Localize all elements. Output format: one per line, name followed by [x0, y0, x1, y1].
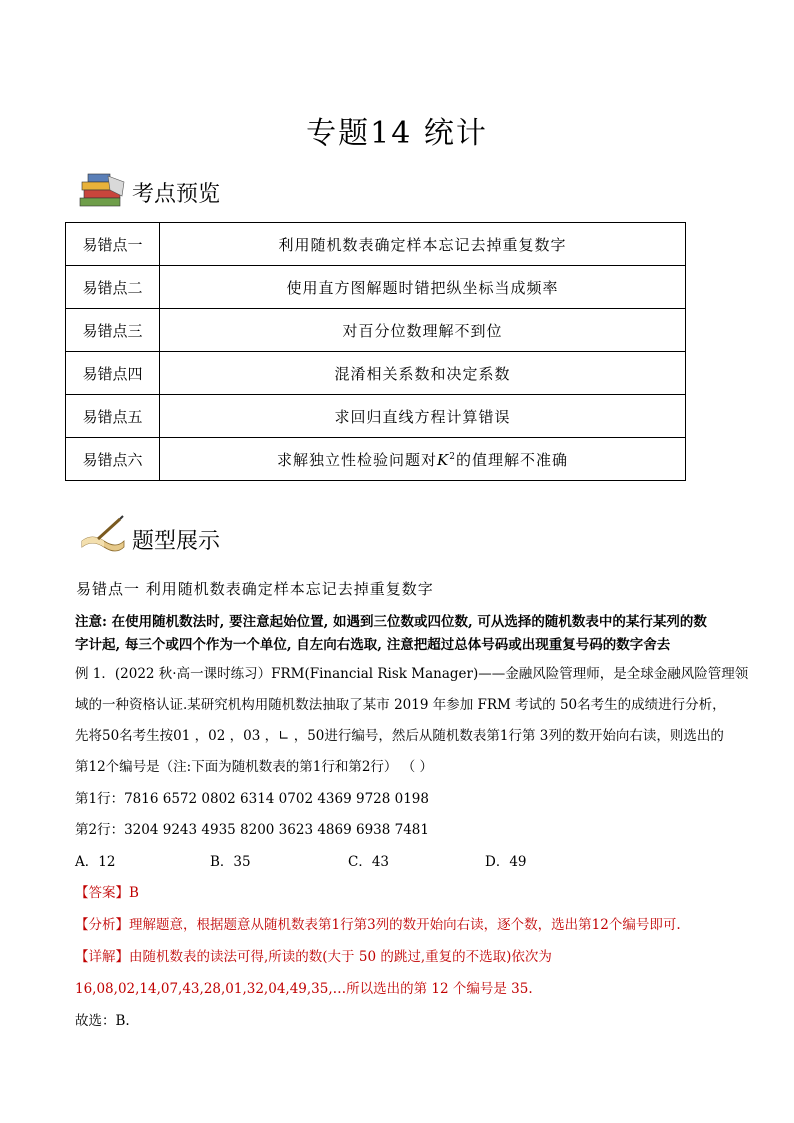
option-c: C．43	[348, 854, 390, 870]
overview-heading	[78, 172, 220, 208]
table-key: 易错点二	[66, 266, 160, 309]
example-line-3: 先将50名考生按01 ，02 ，03 ，∟ ，50进行编号，然后从随机数表第1行第 3列的数开始向右读，则选出的	[75, 728, 724, 744]
table-row	[66, 309, 686, 352]
types-heading-label: 题型展示	[132, 529, 221, 554]
table-value: 对百分位数理解不到位	[160, 309, 686, 352]
table-value	[160, 438, 686, 481]
table-row	[66, 395, 686, 438]
overview-heading-label: 考点预览	[132, 182, 221, 207]
note-line-2: 字计起, 每三个或四个作为一个单位, 自左向右选取, 注意把超过总体号码或出现重复号码的数字舍去	[75, 637, 671, 653]
table-key: 易错点六	[66, 438, 160, 481]
table-value: 利用随机数表确定样本忘记去掉重复数字	[160, 223, 686, 266]
table-row	[66, 223, 686, 266]
table-value: 使用直方图解题时错把纵坐标当成频率	[160, 266, 686, 309]
detail-line-1	[75, 945, 552, 965]
note-line-1: 注意: 在使用随机数法时, 要注意起始位置, 如遇到三位数或四位数, 可从选择的随机数表中的某行某列的数	[75, 614, 707, 630]
row6-pre: 求解独立性检验问题对	[277, 450, 438, 469]
table-key: 易错点一	[66, 223, 160, 266]
page-title: 专题14 统计	[306, 116, 488, 151]
books-icon	[78, 172, 128, 208]
types-heading	[78, 515, 220, 555]
example-line-4: 第12个编号是（注:下面为随机数表的第1行和第2行） （ ）	[75, 759, 433, 775]
table-key: 易错点四	[66, 352, 160, 395]
table-row	[66, 266, 686, 309]
detail-tag: 【详解】	[75, 949, 129, 965]
random-table-row-1: 第1行：7816 6572 0802 6314 0702 4369 9728 0198	[75, 791, 429, 807]
random-table-row-2: 第2行：3204 9243 4935 8200 3623 4869 6938 7481	[75, 822, 429, 838]
detail-text-1: 由随机数表的读法可得,所读的数(大于 50 的跳过,重复的不选取)依次为	[129, 949, 552, 965]
option-a: A．12	[75, 854, 116, 870]
answer-text: B	[129, 885, 139, 901]
row6-post: 的值理解不准确	[455, 450, 568, 469]
example-line-2: 域的一种资格认证.某研究机构用随机数法抽取了某市 2019 年参加 FRM 考试的 50名考生的成绩进行分析，	[75, 697, 726, 713]
k-superscript: 2	[449, 451, 456, 462]
analysis-line	[75, 913, 681, 933]
table-value: 混淆相关系数和决定系数	[160, 352, 686, 395]
table-value: 求回归直线方程计算错误	[160, 395, 686, 438]
answer-tag: 【答案】	[75, 885, 129, 901]
table-row	[66, 352, 686, 395]
analysis-text: 理解题意，根据题意从随机数表第1行第3列的数开始向右读，逐个数，选出第12个编号即可.	[129, 917, 681, 933]
analysis-tag: 【分析】	[75, 917, 129, 933]
overview-table	[65, 222, 686, 481]
error-point-subheading: 易错点一 利用随机数表确定样本忘记去掉重复数字	[76, 580, 434, 598]
option-d: D．49	[485, 854, 527, 870]
option-b: B．35	[210, 854, 251, 870]
example-line-1: 例 1．(2022 秋·高一课时练习）FRM(Financial Risk Manager)——金融风险管理师，是全球金融风险管理领	[75, 666, 749, 682]
k-symbol: K	[437, 450, 450, 469]
table-row	[66, 438, 686, 481]
answer-line	[75, 881, 139, 901]
conclusion-line: 故选：B.	[75, 1013, 130, 1029]
table-key: 易错点五	[66, 395, 160, 438]
detail-line-2: 16,08,02,14,07,43,28,01,32,04,49,35,…所以选出的第 12 个编号是 35.	[75, 981, 533, 997]
table-key: 易错点三	[66, 309, 160, 352]
scroll-pen-icon	[78, 515, 128, 555]
